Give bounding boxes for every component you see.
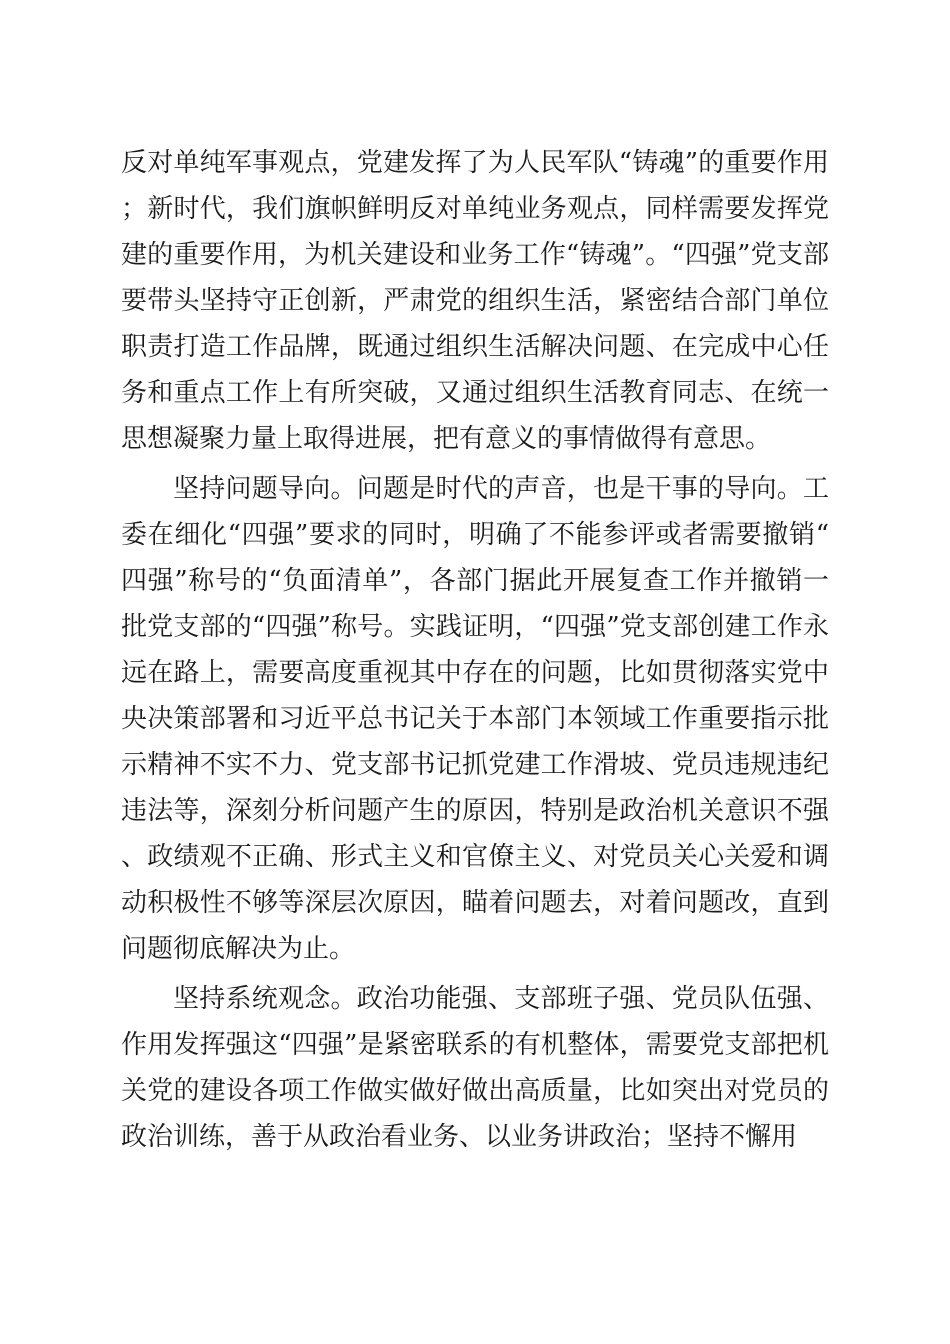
document-body — [121, 140, 829, 1160]
paragraph-2: 坚持问题导向。问题是时代的声音，也是干事的导向。工委在细化“四强”要求的同时，明确了不能参评或者需要撤销“四强”称号的“负面清单”，各部门据此开展复查工作并撤销一批党支部的“四强”称号。实践证明，“四强”党支部创建工作永远在路上，需要高度重视其中存在的问题，比如贯彻落实党中央决策部署和习近平总书记关于本部门本领域工作重要指示批示精神不实不力、党支部书记抓党建工作滑坡、党员违规违纪违法等，深刻分析问题产生的原因，特别是政治机关意识不强、政绩观不正确、形式主义和官僚主义、对党员关心关爱和调动积极性不够等深层次原因，瞄着问题去，对着问题改，直到问题彻底解决为止。 — [121, 474, 829, 964]
paragraph-3: 坚持系统观念。政治功能强、支部班子强、党员队伍强、作用发挥强这“四强”是紧密联系的有机整体，需要党支部把机关党的建设各项工作做实做好做出高质量，比如突出对党员的政治训练，善于从政治看业务、以业务讲政治；坚持不懈用 — [121, 984, 829, 1152]
paragraph-1: 反对单纯军事观点，党建发挥了为人民军队“铸魂”的重要作用；新时代，我们旗帜鲜明反对单纯业务观点，同样需要发挥党建的重要作用，为机关建设和业务工作“铸魂”。“四强”党支部要带头坚持守正创新，严肃党的组织生活，紧密结合部门单位职责打造工作品牌，既通过组织生活解决问题、在完成中心任务和重点工作上有所突破，又通过组织生活教育同志、在统一思想凝聚力量上取得进展，把有意义的事情做得有意思。 — [121, 148, 829, 454]
